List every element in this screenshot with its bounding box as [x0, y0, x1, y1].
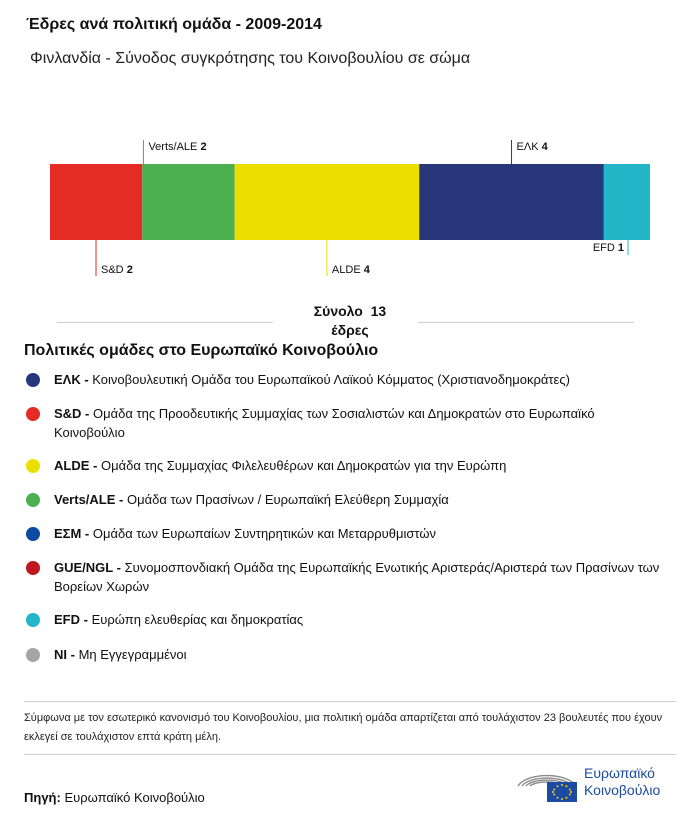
bar-ΕΛΚ: [419, 164, 604, 240]
legend-desc: Ομάδα των Πρασίνων / Ευρωπαϊκή Ελεύθερη Συμμαχία: [126, 492, 449, 507]
legend-abbr: EFD -: [54, 612, 88, 627]
legend-desc: Ομάδα των Ευρωπαίων Συντηρητικών και Μεταρρυθμιστών: [92, 526, 437, 541]
european-parliament-logo: [514, 764, 679, 804]
source-line: [24, 790, 205, 805]
legend-desc: Ευρώπη ελευθερίας και δημοκρατίας: [91, 612, 304, 627]
bar-label-Verts/ALE: Verts/ALE 2: [148, 141, 207, 153]
legend-abbr: NI -: [54, 647, 75, 662]
bar-label-ALDE: ALDE 4: [331, 264, 370, 276]
bar-S&D: [50, 164, 142, 240]
chart-subtitle: Φινλανδία - Σύνοδος συγκρότησης του Κοινοβουλίου σε σώμα: [30, 50, 471, 67]
total-label: Σύνολο: [313, 303, 363, 319]
logo-text: [584, 765, 660, 799]
legend-desc: Ομάδα της Προοδευτικής Συμμαχίας των Σοσιαλιστών και Δημοκρατών στο Ευρωπαϊκό Κοινοβούλιο: [54, 406, 595, 440]
legend-dot: [26, 561, 40, 575]
bar-EFD: [604, 164, 650, 240]
legend-dot: [26, 527, 40, 541]
bar-ALDE: [235, 164, 420, 240]
legend-desc: Κοινοβουλευτική Ομάδα του Ευρωπαϊκού Λαϊκού Κόμματος (Χριστιανοδημοκράτες): [92, 372, 570, 387]
source-value: Ευρωπαϊκό Κοινοβούλιο: [64, 790, 205, 805]
legend-abbr: ΕΣΜ -: [54, 526, 90, 541]
logo-line-2: Κοινοβούλιο: [584, 782, 661, 798]
footnote-divider-bottom: [24, 754, 676, 755]
legend-title: Πολιτικές ομάδες στο Ευρωπαϊκό Κοινοβούλιο: [24, 342, 379, 359]
parliament-emblem-icon: [514, 764, 580, 804]
legend-abbr: S&D -: [54, 406, 90, 421]
seat-chart: [0, 0, 700, 300]
bar-label-EFD: EFD 1: [592, 242, 624, 254]
chart-title: Έδρες ανά πολιτική ομάδα - 2009-2014: [26, 16, 322, 33]
total-divider-right: [418, 322, 634, 323]
source-label: Πηγή:: [24, 790, 61, 805]
bar-label-ΕΛΚ: ΕΛΚ 4: [516, 141, 548, 153]
legend-abbr: ALDE -: [54, 458, 98, 473]
legend-dot: [26, 373, 40, 387]
legend-dot: [26, 407, 40, 421]
bar-label-S&D: S&D 2: [101, 264, 133, 276]
total-unit: έδρες: [331, 322, 369, 338]
legend-dot: [26, 459, 40, 473]
legend-dot: [26, 648, 40, 662]
total-divider-left: [57, 322, 273, 323]
legend-desc: Μη Εγγεγραμμένοι: [78, 647, 187, 662]
legend-dot: [26, 613, 40, 627]
legend-abbr: ΕΛΚ -: [54, 372, 89, 387]
legend-dot: [26, 493, 40, 507]
footnote-divider-top: [24, 701, 676, 702]
legend-desc: Ομάδα της Συμμαχίας Φιλελευθέρων και Δημοκρατών για την Ευρώπη: [100, 458, 507, 473]
total-seats: [300, 302, 400, 340]
bar-Verts/ALE: [142, 164, 234, 240]
footnote: Σύμφωνα με τον εσωτερικό κανονισμό του Κοινοβουλίου, μια πολιτική ομάδα απαρτίζεται από τουλάχιστον 23 βουλευτές που έχουν εκλεγεί σε τουλάχιστον επτά κράτη μέλη.: [24, 712, 663, 743]
legend-abbr: GUE/NGL -: [54, 560, 121, 575]
legend-desc: Συνομοσπονδιακή Ομάδα της Ευρωπαϊκής Ενωτικής Αριστεράς/Αριστερά των Πρασίνων των Βορείων Χωρών: [54, 560, 660, 594]
total-value: 13: [370, 303, 387, 319]
legend-abbr: Verts/ALE -: [54, 492, 124, 507]
logo-line-1: Ευρωπαϊκό: [584, 765, 655, 781]
